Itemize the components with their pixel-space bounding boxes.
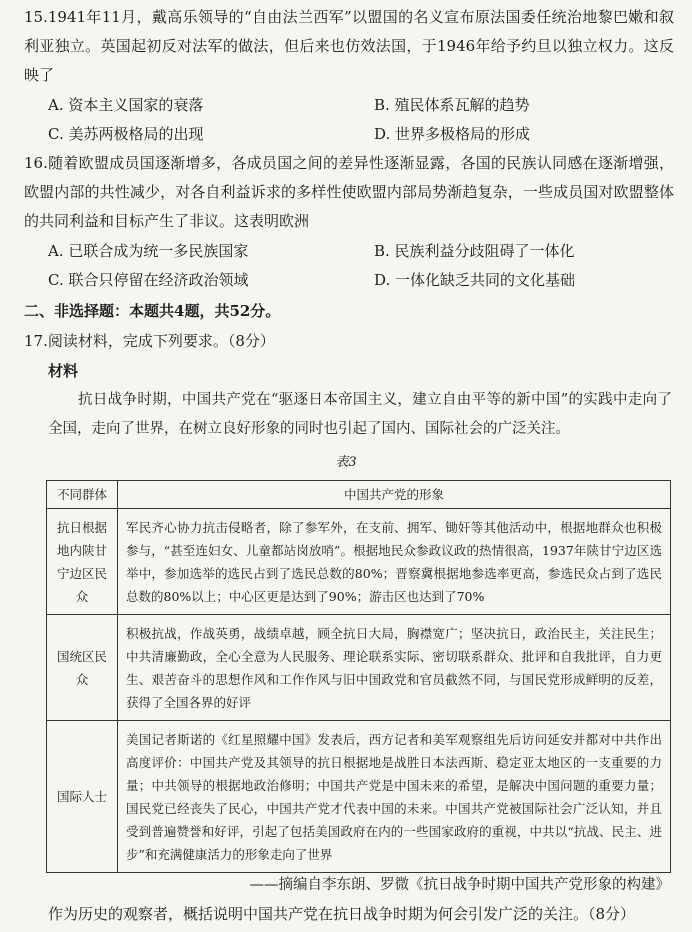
q16-option-b[interactable]: B. 民族利益分歧阻碍了一体化 <box>374 242 575 260</box>
table-row <box>47 615 671 721</box>
question-text: 1941年11月，戴高乐领导的“自由法兰西军”以盟国的名义宣布原法国委任统治地黎巴嫩和叙利亚独立。英国起初反对法军的做法，但后来也仿效法国，于1946年给予约旦以独立权力。这反映了 <box>24 8 674 84</box>
question-text: 随着欧盟成员国逐渐增多，各成员国之间的差异性逐渐显露，各国的民族认同感在逐渐增强，欧盟内部的共性减少，对各自利益诉求的多样性使欧盟内部局势渐趋复杂，一些成员国对欧盟整体的共同利益和目标产生了非议。这表明欧洲 <box>24 154 674 230</box>
table-cell-description: 积极抗战，作战英勇，战绩卓越，顾全抗日大局，胸襟宽广；坚决抗日，政治民主，关注民生；中共清廉勤政，全心全意为人民服务、理论联系实际、密切联系群众、批评和自我批评，自力更生、艰苦奋斗的思想作风和工作作风与旧中国政党和官员截然不同，与国民党形成鲜明的反差，获得了全国各界的好评 <box>118 615 671 721</box>
q16-option-c[interactable]: C. 联合只停留在经济政治领域 <box>48 271 249 289</box>
question-number: 17. <box>24 332 48 350</box>
table-header-image: 中国共产党的形象 <box>118 481 671 509</box>
table-header-row <box>47 481 671 509</box>
material-table <box>46 480 671 873</box>
question-16-stem <box>24 149 674 236</box>
table-row <box>47 509 671 615</box>
table-caption: 表3 <box>335 455 357 470</box>
table-cell-description: 军民齐心协力抗击侵略者，除了参军外，在支前、拥军、锄奸等其他活动中，根据地群众也积极参与，“甚至连妇女、儿童都站岗放哨”。根据地民众参政议政的热情很高，1937年陕甘宁边区选举中，参加选举的选民占到了选民总数的80%；晋察冀根据地参选率更高，参选民众占到了选民总数的80%以上；中心区更是达到了90%；游击区也达到了70% <box>118 509 671 615</box>
q16-option-d[interactable]: D. 一体化缺乏共同的文化基础 <box>374 271 576 289</box>
question-number: 15. <box>24 8 48 26</box>
q15-option-d[interactable]: D. 世界多极格局的形成 <box>374 125 531 143</box>
question-prompt: 作为历史的观察者，概括说明中国共产党在抗日战争时期为何会引发广泛的关注。（8分） <box>48 905 636 923</box>
question-15-stem <box>24 3 674 90</box>
material-title: 材料 <box>48 362 79 380</box>
table-header-group: 不同群体 <box>47 481 118 509</box>
q16-option-a[interactable]: A. 已联合成为统一多民族国家 <box>48 242 249 260</box>
question-17-stem <box>24 330 680 352</box>
table-cell-group: 国统区民众 <box>47 615 118 721</box>
question-number: 16. <box>24 154 48 172</box>
question-text: 阅读材料，完成下列要求。（8分） <box>47 332 275 350</box>
table-cell-group: 国际人士 <box>47 721 118 873</box>
q15-option-a[interactable]: A. 资本主义国家的衰落 <box>48 96 204 114</box>
q15-option-c[interactable]: C. 美苏两极格局的出现 <box>48 125 204 143</box>
table-row <box>47 721 671 873</box>
section-heading: 二、非选择题：本题共4题，共52分。 <box>24 302 281 320</box>
table-cell-description: 美国记者斯诺的《红星照耀中国》发表后，西方记者和美军观察组先后访问延安并都对中共作出高度评价：中国共产党及其领导的抗日根据地是战胜日本法西斯、稳定亚太地区的一支重要的力量；中共领导的根据地政治修明；中国共产党是中国未来的希望，是解决中国问题的重要力量；国民党已经丧失了民心，中国共产党才代表中国的未来。中国共产党被国际社会广泛认知，并且受到普遍赞誉和好评，引起了包括美国政府在内的一些国家政府的重视，中共以“抗战、民主、进步”和充满健康活力的形象走向了世界 <box>118 721 671 873</box>
material-source: ——摘编自李东朗、罗微《抗日战争时期中国共产党形象的构建》 <box>249 877 670 893</box>
table-cell-group: 抗日根据地内陕甘宁边区民众 <box>47 509 118 615</box>
q15-option-b[interactable]: B. 殖民体系瓦解的趋势 <box>374 96 530 114</box>
material-paragraph: 抗日战争时期，中国共产党在“驱逐日本帝国主义，建立自由平等的新中国”的实践中走向了全国，走向了世界，在树立良好形象的同时也引起了国内、国际社会的广泛关注。 <box>48 392 672 437</box>
